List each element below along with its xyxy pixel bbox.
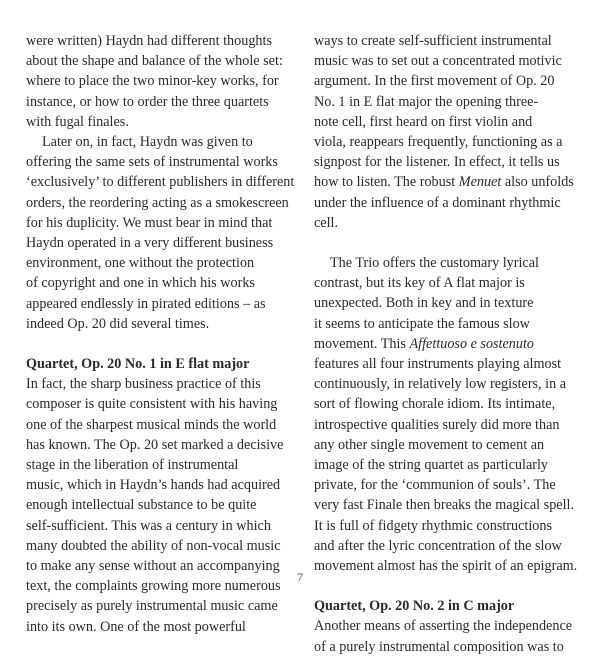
text-line: viola, reappears frequently, functioning as a xyxy=(314,134,563,151)
text-line: note cell, first heard on first violin and xyxy=(314,113,533,130)
text-line: of copyright and one in which his works xyxy=(26,275,255,292)
italic-term-menuet: Menuet xyxy=(458,174,502,191)
text-line: about the shape and balance of the whole set: xyxy=(26,53,283,70)
paragraph-business-practice xyxy=(26,374,286,637)
text-line: indeed Op. 20 did several times. xyxy=(26,315,210,332)
text-line: precisely as purely instrumental music came xyxy=(26,598,278,615)
text-line: movement almost has the spirit of an epigram. xyxy=(314,558,578,575)
text-line: composer is quite consistent with his having xyxy=(26,396,278,413)
text-line: music was to set out a concentrated motivic xyxy=(314,53,562,70)
text-line: cell. xyxy=(314,214,339,231)
text-line: where to place the two minor-key works, for xyxy=(26,73,279,90)
text-line: text, the complaints growing more numerous xyxy=(26,578,281,595)
text-line: into its own. One of the most powerful xyxy=(26,618,246,635)
text-line: very fast Finale then breaks the magical spell. xyxy=(314,497,575,514)
paragraph-set-shape xyxy=(26,31,286,132)
text-line: for his duplicity. We must bear in mind that xyxy=(26,214,273,231)
text-line: introspective qualities surely did more than xyxy=(314,416,560,433)
text-line: any other single movement to cement an xyxy=(314,436,545,453)
text-line-with-italic xyxy=(314,172,574,192)
text-line: were written) Haydn had different thoughts xyxy=(26,33,272,49)
text-line: Haydn operated in a very different business xyxy=(26,235,274,252)
text-line: appeared endlessly in pirated editions – as xyxy=(26,295,266,312)
text-line: contrast, but its key of A flat major is xyxy=(314,275,525,292)
italic-term-affettuoso: Affettuoso e sostenuto xyxy=(409,335,535,352)
text-line-with-italic xyxy=(314,334,574,354)
text-line: argument. In the first movement of Op. 20 xyxy=(314,73,555,90)
text-line: to make any sense without an accompanying xyxy=(26,558,280,575)
text-line: has known. The Op. 20 set marked a decisive xyxy=(26,436,284,453)
paragraph-trio xyxy=(314,253,578,576)
text-line: It is full of fidgety rhythmic constructions xyxy=(314,517,552,534)
text-run: movement. This xyxy=(314,335,410,352)
text-line: music, which in Haydn’s hands had acquired xyxy=(26,477,281,494)
right-column xyxy=(314,31,578,657)
text-line: sort of flowing chorale idiom. Its intimate, xyxy=(314,396,556,413)
section-heading-op20-no1: Quartet, Op. 20 No. 1 in E flat major xyxy=(26,356,250,373)
paragraph-motivic-argument xyxy=(314,31,574,233)
text-line: instance, or how to order the three quartets xyxy=(26,93,269,110)
text-line: under the influence of a dominant rhythmic xyxy=(314,194,561,211)
paragraph-publishers xyxy=(26,132,295,334)
text-line: and after the lyric concentration of the slow xyxy=(314,537,562,554)
text-line: signpost for the listener. In effect, it tells us xyxy=(314,154,560,171)
text-run: how to listen. The robust xyxy=(314,174,459,191)
text-line: self-sufficient. This was a century in which xyxy=(26,517,271,534)
text-line: orders, the reordering acting as a smokescreen xyxy=(26,194,289,211)
text-line: of a purely instrumental composition was to xyxy=(314,638,564,655)
text-line: Another means of asserting the independence xyxy=(314,618,573,635)
text-line: environment, one without the protection xyxy=(26,255,255,272)
left-column xyxy=(26,31,295,637)
text-line: continuously, in relatively low registers, in a xyxy=(314,376,567,393)
text-line: with fugal finales. xyxy=(26,113,129,130)
page-number: 7 xyxy=(297,570,303,584)
text-line: No. 1 in E flat major the opening three- xyxy=(314,93,539,110)
text-line: it seems to anticipate the famous slow xyxy=(314,315,530,332)
text-line: The Trio offers the customary lyrical xyxy=(330,255,539,272)
text-line: one of the sharpest musical minds the world xyxy=(26,416,277,433)
text-line: private, for the ‘communion of souls’. The xyxy=(314,477,556,494)
text-line: many doubted the ability of non-vocal music xyxy=(26,537,281,554)
paragraph-independence xyxy=(314,616,574,656)
text-line: features all four instruments playing almost xyxy=(314,356,562,373)
text-line: unexpected. Both in key and in texture xyxy=(314,295,534,312)
text-line: image of the string quartet as particularly xyxy=(314,457,549,474)
paragraph-gap xyxy=(314,233,574,253)
text-line: In fact, the sharp business practice of this xyxy=(26,376,261,393)
text-line: ‘exclusively’ to different publishers in different xyxy=(26,174,295,191)
text-line: offering the same sets of instrumental works xyxy=(26,154,278,171)
text-line: Later on, in fact, Haydn was given to xyxy=(42,134,253,151)
text-line: stage in the liberation of instrumental xyxy=(26,457,239,474)
text-line: enough intellectual substance to be quite xyxy=(26,497,257,514)
section-heading-op20-no2: Quartet, Op. 20 No. 2 in C major xyxy=(314,598,515,615)
text-line: ways to create self-sufficient instrumental xyxy=(314,33,552,49)
text-run: also unfolds xyxy=(501,174,574,191)
